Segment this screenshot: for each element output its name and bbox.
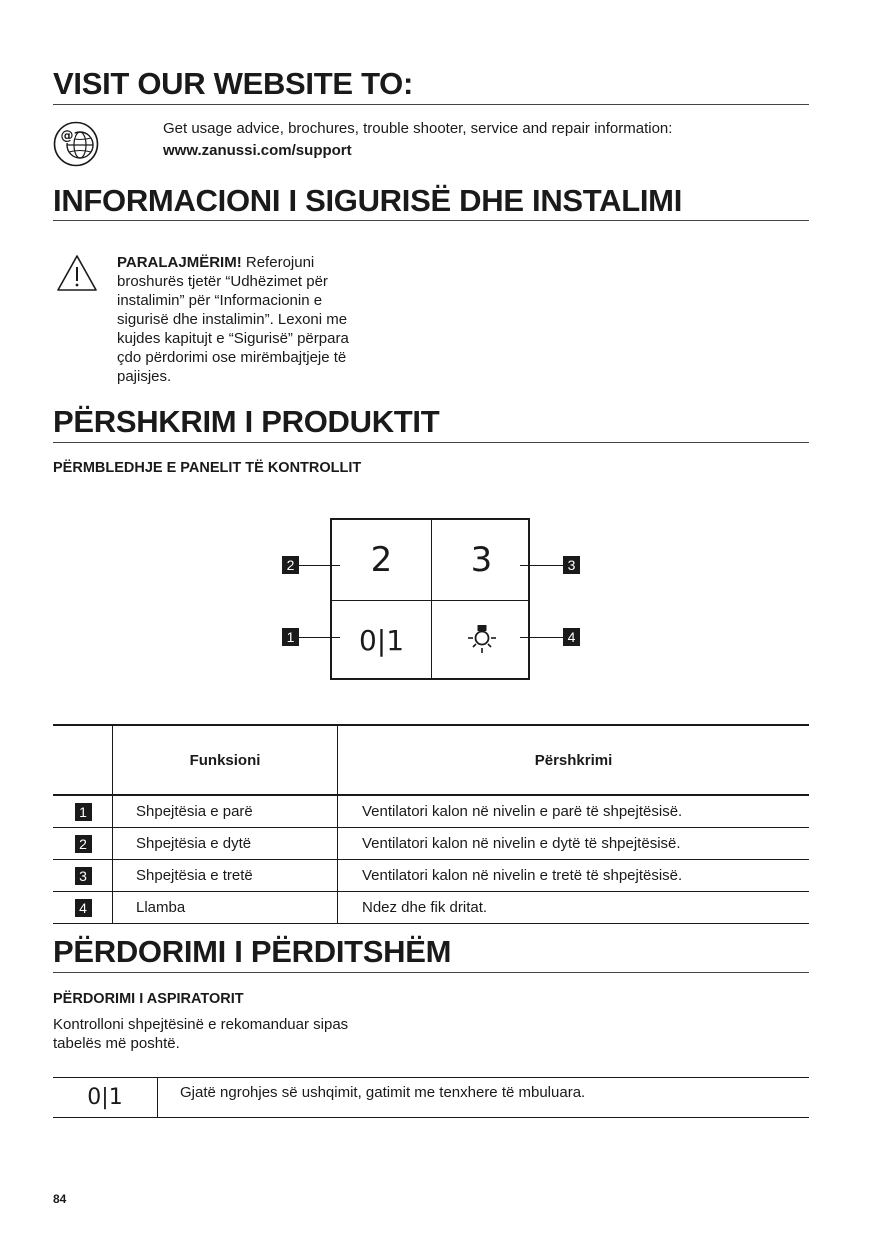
- divider: [53, 442, 809, 443]
- product-heading: PËRSHKRIM I PRODUKTIT: [53, 404, 440, 439]
- row-number: 3: [75, 867, 92, 885]
- globe-at-icon: [53, 121, 99, 167]
- table-row: [53, 892, 809, 924]
- header-description: Përshkrimi: [534, 751, 613, 769]
- warning-line: kujdes kapitujt e “Sigurisë” përpara: [117, 330, 349, 347]
- divider: [53, 220, 809, 221]
- warning-line: pajisjes.: [117, 368, 172, 385]
- website-heading: VISIT OUR WEBSITE TO:: [53, 66, 413, 101]
- lamp-icon: [465, 623, 499, 657]
- row-description: Ventilatori kalon në nivelin e parë të shpejtësisë.: [362, 803, 683, 820]
- row-description: Ventilatori kalon në nivelin e tretë të shpejtësisë.: [362, 867, 683, 884]
- callout-2: 2: [282, 556, 299, 574]
- row-number: 2: [75, 835, 92, 853]
- warning-line: Referojuni: [241, 254, 315, 271]
- warning-line: çdo përdorimi ose mirëmbajtjeje të: [117, 349, 347, 366]
- panel-button-on-off: 0|1: [358, 623, 405, 657]
- panel-button-speed-3: 3: [470, 540, 493, 580]
- hood-use-intro: [53, 1015, 453, 1053]
- svg-text:@: @: [60, 128, 74, 144]
- intro-line: Kontrolloni shpejtësinë e rekomanduar sipas: [53, 1016, 349, 1033]
- warning-line: broshurës tjetër “Udhëzimet për: [117, 273, 328, 290]
- website-text: Get usage advice, brochures, trouble shooter, service and repair information:: [163, 120, 673, 137]
- intro-line: tabelës më poshtë.: [53, 1035, 180, 1052]
- warning-triangle-icon: [56, 254, 98, 292]
- table-row: [53, 860, 809, 892]
- callout-4: 4: [563, 628, 580, 646]
- divider: [53, 104, 809, 105]
- daily-use-heading: PËRDORIMI I PËRDITSHËM: [53, 934, 452, 969]
- warning-line: sigurisë dhe instalimin”. Lexoni me: [117, 311, 348, 328]
- speed-usage-table: [53, 1077, 809, 1118]
- header-function: Funksioni: [189, 751, 261, 769]
- warning-paragraph: [117, 253, 397, 386]
- warning-line: instalimin” për “Informacionin e: [117, 292, 323, 309]
- row-number: 4: [75, 899, 92, 917]
- safety-heading: INFORMACIONI I SIGURISË DHE INSTALIMI: [53, 183, 683, 218]
- page-number: 84: [53, 1192, 67, 1206]
- row-number: 1: [75, 803, 92, 821]
- row-function: Shpejtësia e tretë: [136, 867, 253, 884]
- hood-use-subheading: PËRDORIMI I ASPIRATORIT: [53, 991, 244, 1007]
- divider: [53, 972, 809, 973]
- table-header: [53, 724, 809, 796]
- row-function: Shpejtësia e parë: [136, 803, 253, 820]
- row-description: Ventilatori kalon në nivelin e dytë të shpejtësisë.: [362, 835, 681, 852]
- speed-symbol: 0|1: [87, 1085, 123, 1110]
- callout-1: 1: [282, 628, 299, 646]
- website-url[interactable]: www.zanussi.com/support: [163, 142, 352, 159]
- table-row: [53, 796, 809, 828]
- warning-label: PARALAJMËRIM!: [117, 254, 242, 271]
- table-row: [53, 828, 809, 860]
- row-function: Llamba: [136, 899, 186, 916]
- panel-button-lamp: [432, 600, 531, 680]
- panel-button-speed-2: 2: [370, 540, 393, 580]
- row-description: Ndez dhe fik dritat.: [362, 899, 488, 916]
- row-function: Shpejtësia e dytë: [136, 835, 252, 852]
- control-panel-subheading: PËRMBLEDHJE E PANELIT TË KONTROLLIT: [53, 460, 362, 476]
- speed-usage-text: Gjatë ngrohjes së ushqimit, gatimit me tenxhere të mbuluara.: [180, 1084, 586, 1101]
- control-panel-diagram: [330, 518, 530, 680]
- function-table: [53, 724, 809, 924]
- callout-3: 3: [563, 556, 580, 574]
